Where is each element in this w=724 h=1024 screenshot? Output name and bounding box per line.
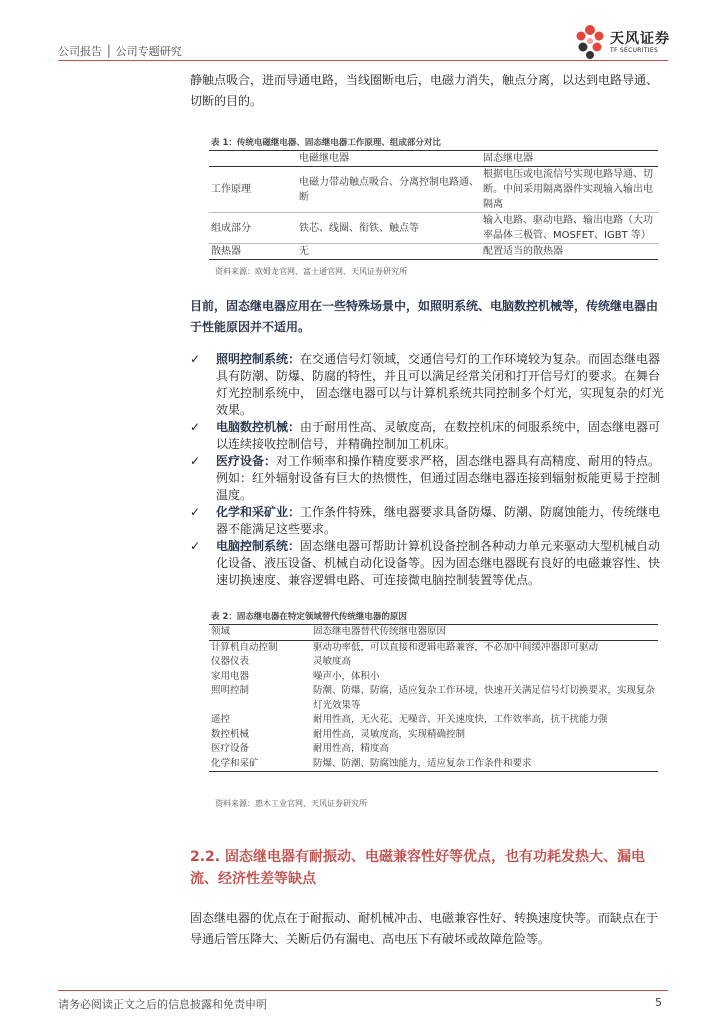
- table2-header-row: [209, 625, 658, 641]
- table-cell: 散热器: [209, 244, 297, 260]
- table2-header-cell: 领域: [209, 625, 311, 641]
- table1: [209, 150, 658, 260]
- table1-header-cell: 电磁继电器: [297, 151, 481, 167]
- list-item: [190, 453, 668, 504]
- table-row: [209, 728, 658, 743]
- table-cell: 组成部分: [209, 213, 297, 244]
- table-row: [209, 655, 658, 670]
- checkmark-icon: ✓: [190, 352, 201, 366]
- table-row: [209, 670, 658, 685]
- list-item-title: 照明控制系统：: [216, 352, 301, 366]
- table1-header-cell: [209, 151, 297, 167]
- list-item-title: 化学和采矿业：: [216, 505, 301, 519]
- table-cell: 无: [297, 244, 481, 260]
- checkmark-icon: ✓: [190, 539, 201, 553]
- table2-source: 资料来源：惠木工业官网、天风证券研究所: [215, 799, 367, 808]
- table-cell: 遥控: [211, 714, 231, 725]
- table-cell: 数控机械: [211, 728, 250, 740]
- list-item: [190, 538, 668, 589]
- table-cell: 驱动功率低，可以直接和逻辑电路兼容，不必加中间缓冲器即可驱动: [313, 641, 599, 653]
- table-row: [209, 742, 658, 757]
- application-checklist: [190, 351, 668, 589]
- table-cell: 输入电路、驱动电路、输出电路（大功率晶体三极管、MOSFET、IGBT 等）: [481, 213, 658, 244]
- table-row: [209, 640, 658, 655]
- table-cell: 工作原理: [209, 167, 297, 213]
- report-header: 公司报告 │ 公司专题研究: [58, 45, 182, 58]
- list-item-text: 在交通信号灯领域，交通信号灯的工作环境较为复杂。而固态继电器具有防潮、防爆、防腐的特性，并且可以满足经常关闭和打开信号灯的要求。在舞台灯光控制系统中， 固态继电器可以与计算机系统共同控制多个灯光，实现复杂的灯光效果。: [216, 352, 664, 417]
- table-row: [209, 213, 658, 244]
- table-cell: 灵敏度高: [313, 656, 352, 667]
- table1-header-row: [209, 151, 658, 167]
- list-item: [190, 419, 668, 453]
- table2-header-cell: 固态继电器替代传统继电器原因: [311, 625, 658, 641]
- closing-paragraph: 固态继电器的优点在于耐振动、耐机械冲击、电磁兼容性好、转换速度快等。而缺点在于导通后管压降大、关断后仍有漏电、高电压下有破坏或故障危险等。: [190, 911, 659, 946]
- list-item-text: 工作条件特殊，继电器要求具备防爆、防潮、防腐蚀能力，传统继电器不能满足这些要求。: [216, 505, 661, 536]
- table-cell: 医疗设备: [211, 743, 250, 754]
- table-cell: 防潮、防爆、防腐，适应复杂工作环境，快速开关满足信号灯切换要求，实现复杂灯光效果等: [313, 685, 656, 711]
- table-cell: 计算机自动控制: [211, 641, 278, 653]
- table-cell: 家用电器: [211, 670, 250, 682]
- intro-paragraph: 静触点吸合，进而导通电路，当线圈断电后，电磁力消失，触点分离，以达到电路导通、切断的目的。: [190, 73, 659, 108]
- table1-title: 表 1：传统电磁继电器、固态继电器工作原理、组成部分对比: [211, 138, 441, 148]
- list-item-title: 电脑控制系统：: [216, 539, 301, 553]
- section-heading: 2.2. 固态继电器有耐振动、电磁兼容性好等优点，也有功耗发热大、漏电流、经济性差等缺点: [190, 849, 645, 887]
- table2-title: 表 2：固态继电器在特定领域替代传统继电器的原因: [211, 612, 407, 622]
- footer-divider: [58, 990, 668, 991]
- table-cell: 配置适当的散热器: [481, 244, 658, 260]
- list-item: [190, 504, 668, 538]
- table-cell: 根据电压或电流信号实现电路导通、切断。中间采用隔离器件实现输入输出电隔离: [481, 167, 658, 213]
- table-row: [209, 757, 658, 772]
- table1-source: 资料来源：欧姆龙官网、富士通官网、天风证券研究所: [215, 267, 407, 276]
- header-divider: [58, 60, 668, 61]
- logo-chinese-text: 天风证券: [610, 31, 670, 47]
- logo-english-text: TF SECURITIES: [610, 47, 659, 54]
- table-row: [209, 244, 658, 260]
- list-item-text: 对工作频率和操作精度要求严格，固态继电器具有高精度、耐用的特点。例如：红外辐射设备有巨大的热惯性，但通过固态继电器连接到辐射板能更易于控制温度。: [216, 454, 661, 502]
- logo-flower-icon: [572, 22, 608, 60]
- checkmark-icon: ✓: [190, 420, 201, 434]
- table-cell: 照明控制: [211, 685, 250, 696]
- table-cell: 铁芯、线圈、衔铁、触点等: [297, 213, 481, 244]
- table-cell: 仪器仪表: [211, 656, 250, 667]
- table1-header-cell: 固态继电器: [481, 151, 658, 167]
- table-cell: 电磁力带动触点吸合、分离控制电路通、断: [297, 167, 481, 213]
- list-item-title: 电脑数控机械：: [216, 420, 301, 434]
- table-cell: 噪声小，体积小: [313, 670, 380, 682]
- list-item-text: 固态继电器可帮助计算机设备控制各种动力单元来驱动大型机械自动化设备、液压设备、机械自动化设备等。因为固态继电器既有良好的电磁兼容性、快速切换速度、兼容逻辑电路、可连接微电脑控制装置等优点。: [216, 539, 661, 587]
- checkmark-icon: ✓: [190, 505, 201, 519]
- table-cell: 防爆、防潮、防腐蚀能力，适应复杂工作条件和要求: [311, 757, 658, 772]
- disclaimer-footer: 请务必阅读正文之后的信息披露和免责申明: [58, 998, 267, 1011]
- list-item: [190, 351, 668, 419]
- highlight-paragraph: 目前，固态继电器应用在一些特殊场景中，如照明系统、电脑数控机械等，传统继电器由于性能原因并不适用。: [190, 299, 659, 334]
- table2: [209, 624, 658, 772]
- page-number: 5: [655, 996, 662, 1009]
- company-logo: [572, 22, 682, 60]
- table-cell: 耐用性高，精度高: [313, 743, 390, 754]
- table-cell: 耐用性高，无火花、无噪音、开关速度快，工作效率高，抗干扰能力强: [313, 714, 608, 725]
- table-cell: 耐用性高，灵敏度高，实现精确控制: [313, 728, 466, 740]
- table-cell: 化学和采矿: [209, 757, 311, 772]
- table-row: [209, 684, 658, 713]
- list-item-text: 由于耐用性高、灵敏度高，在数控机床的伺服系统中，固态继电器可以连续接收控制信号，并精确控制加工机床。: [216, 420, 661, 451]
- list-item-title: 医疗设备：: [216, 454, 277, 468]
- table-row: [209, 167, 658, 213]
- checkmark-icon: ✓: [190, 454, 201, 468]
- table-row: [209, 713, 658, 728]
